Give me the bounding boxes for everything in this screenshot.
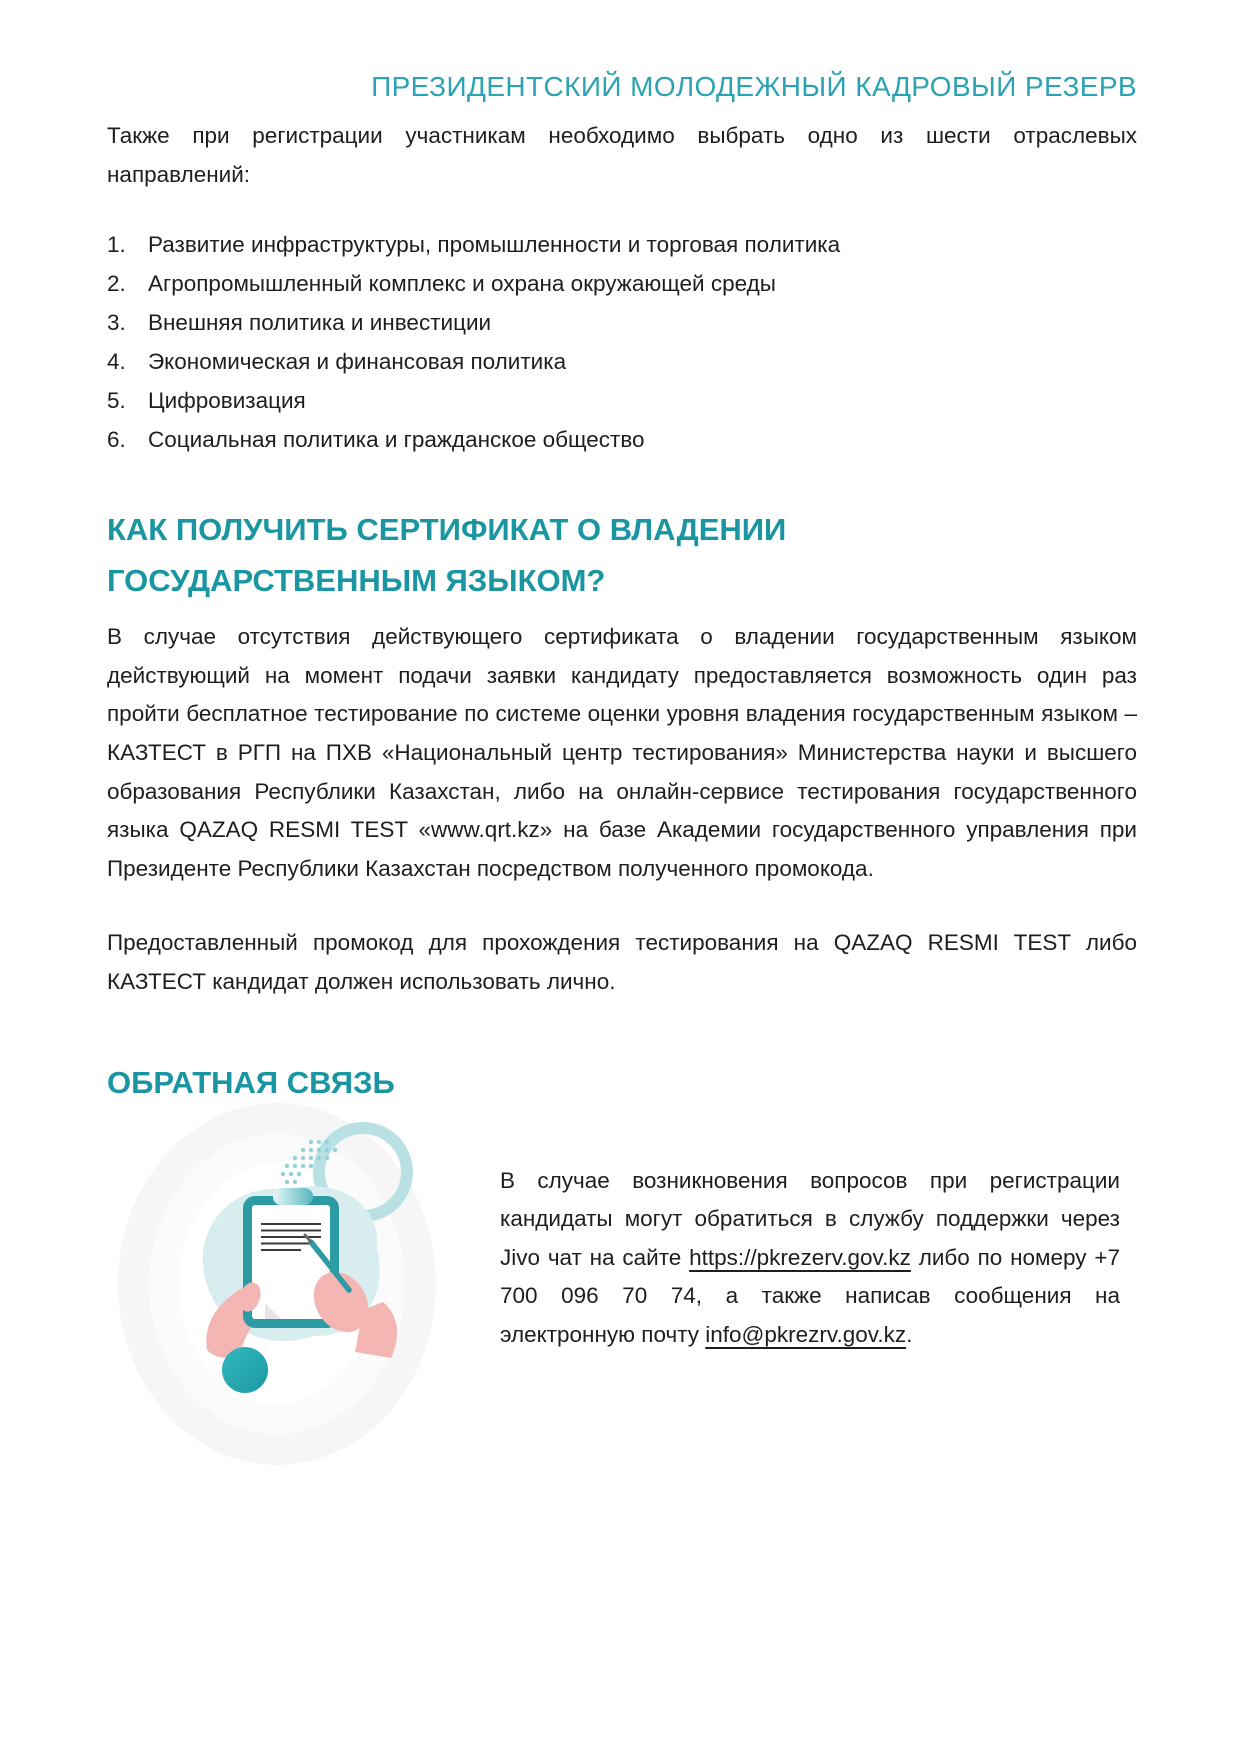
directions-list <box>107 225 1137 459</box>
email-link[interactable]: info@pkrezrv.gov.kz <box>705 1321 907 1347</box>
list-item-number: 4. <box>107 349 126 375</box>
feedback-section-heading: ОБРАТНАЯ СВЯЗЬ <box>107 1064 395 1100</box>
list-item-label: Экономическая и финансовая политика <box>148 349 567 375</box>
certificate-paragraph-1: В случае отсутствия действующего сертификата о владении государственным языком действующий на момент подачи заявки кандидату предоставляется возможность один раз пройти бесплатное тестирование по системе оценки уровня владения государственным языком – КАЗТЕСТ в РГП на ПХВ «Национальный центр тестирования» Министерства науки и высшего образования Республики Казахстан, либо на онлайн-сервисе тестирования государственного языка QAZAQ RESMI TEST «www.qrt.kz» на базе Академии государственного управления при Президенте Республики Казахстан посредством полученного промокода. <box>107 624 1137 881</box>
list-item-number: 6. <box>107 427 126 453</box>
list-item-number: 3. <box>107 310 126 336</box>
list-item-number: 2. <box>107 271 126 297</box>
list-item-number: 5. <box>107 388 126 414</box>
list-item <box>107 381 1137 420</box>
list-item <box>107 225 1137 264</box>
list-item <box>107 342 1137 381</box>
page-title: ПРЕЗИДЕНТСКИЙ МОЛОДЕЖНЫЙ КАДРОВЫЙ РЕЗЕРВ <box>371 71 1137 102</box>
intro-paragraph: Также при регистрации участникам необходимо выбрать одно из шести отраслевых направлений: <box>107 123 1137 187</box>
teal-dot <box>222 1347 268 1393</box>
list-item <box>107 303 1137 342</box>
feedback-row <box>107 1098 1137 1468</box>
feedback-text-before-site: В случае возникновения вопросов при регистрации кандидаты могут обратиться в службу поддержки через Jivo чат на сайте <box>500 1167 1120 1270</box>
feedback-text-between: либо по номеру +7 700 096 70 74, а также написав сообщения на электронную почту <box>500 1244 1121 1347</box>
site-link[interactable]: https://pkrezerv.gov.kz <box>689 1244 911 1270</box>
list-item-label: Социальная политика и гражданское общество <box>148 427 645 453</box>
list-item-label: Развитие инфраструктуры, промышленности и торговая политика <box>148 232 841 258</box>
feedback-paragraph <box>500 1162 1120 1355</box>
feedback-text-after: . <box>906 1321 913 1347</box>
certificate-section-heading: КАК ПОЛУЧИТЬ СЕРТИФИКАТ О ВЛАДЕНИИ ГОСУДАРСТВЕННЫМ ЯЗЫКОМ? <box>107 512 787 599</box>
list-item-label: Агропромышленный комплекс и охрана окружающей среды <box>148 271 776 297</box>
list-item <box>107 264 1137 303</box>
list-item-label: Внешняя политика и инвестиции <box>148 310 492 336</box>
document-content <box>107 0 1137 1468</box>
clipboard-writing-illustration <box>115 1098 440 1468</box>
certificate-paragraph-2: Предоставленный промокод для прохождения тестирования на QAZAQ RESMI TEST либо КАЗТЕСТ кандидат должен использовать лично. <box>107 930 1137 994</box>
list-item-label: Цифровизация <box>148 388 306 414</box>
list-item <box>107 420 1137 459</box>
list-item-number: 1. <box>107 232 126 258</box>
